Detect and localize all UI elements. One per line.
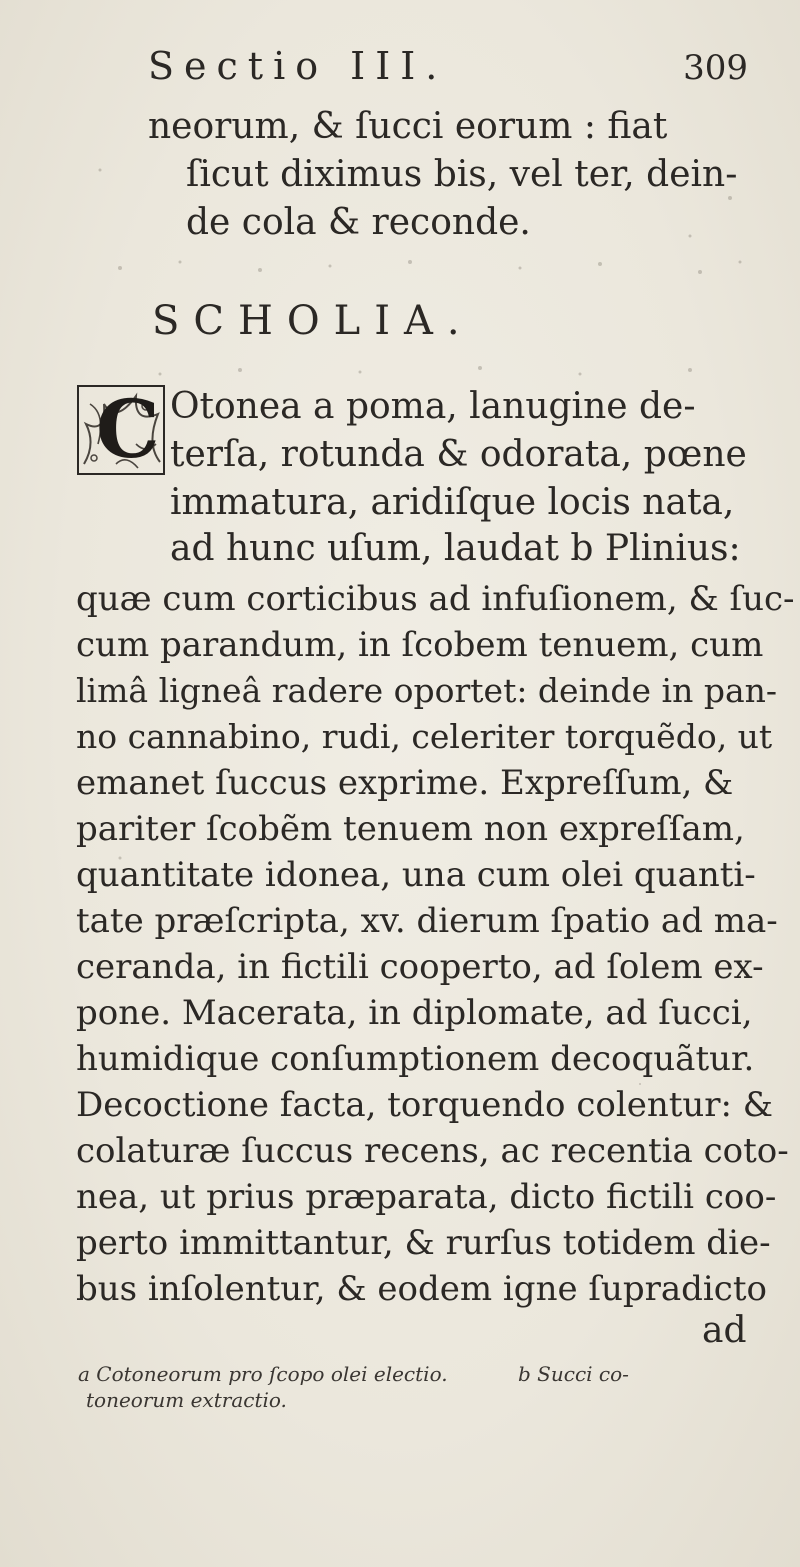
text-line: quantitate idonea, una cum olei quanti- [76,855,756,895]
text-line: ad hunc uſum, laudat b Plinius: [170,528,741,569]
text-line: de cola & reconde. [186,202,531,243]
text-line: cum parandum, in ſcobem tenuem, cum [76,625,764,665]
text-line: perto immittantur, & rurſus totidem die- [76,1223,771,1263]
scholia-heading: SCHOLIA. [152,298,474,344]
catchword: ad [702,1310,747,1351]
footnote-b: b Succi co- [518,1362,629,1386]
text-line: Otonea a poma, lanugine de- [170,386,696,427]
text-line: immatura, aridiſque locis nata, [170,482,735,523]
text-line: pariter ſcobẽm tenuem non expreſſam, [76,809,745,849]
text-line: ceranda, in fictili cooperto, ad ſolem ex- [76,947,764,987]
text-line: pone. Macerata, in diplomate, ad ſucci, [76,993,753,1033]
text-line: terſa, rotunda & odorata, pœne [170,434,747,475]
text-line: humidique conſumptionem decoquãtur. [76,1039,755,1079]
text-line: neorum, & ſucci eorum : fiat [148,106,668,147]
decorated-initial [76,384,166,476]
text-line: no cannabino, rudi, celeriter torquẽdo, ut [76,717,773,756]
drop-cap-letter: C [96,382,160,476]
text-line: ſicut diximus bis, vel ter, dein- [186,154,738,195]
footnote-b-continued: toneorum extractio. [86,1388,287,1412]
text-line: bus inſolentur, & eodem igne ſupradicto [76,1269,767,1309]
text-line: tate præſcripta, xv. dierum ſpatio ad ma- [76,901,778,941]
text-line: nea, ut prius præparata, dicto fictili coo- [76,1177,777,1217]
running-header [148,44,748,98]
text-line: colaturæ ſuccus recens, ac recentia coto- [76,1131,789,1171]
section-title: Sectio III. [148,44,448,88]
text-line: quæ cum corticibus ad infuſionem, & ſuc- [76,579,795,619]
page-number: 309 [683,48,748,88]
text-line: Decoctione facta, torquendo colentur: & [76,1085,774,1125]
text-line: emanet ſuccus exprime. Expreſſum, & [76,763,734,803]
text-line: limâ ligneâ radere oportet: deinde in pan- [76,671,778,710]
footnote-a: a Cotoneorum pro ſcopo olei electio. [78,1362,448,1386]
